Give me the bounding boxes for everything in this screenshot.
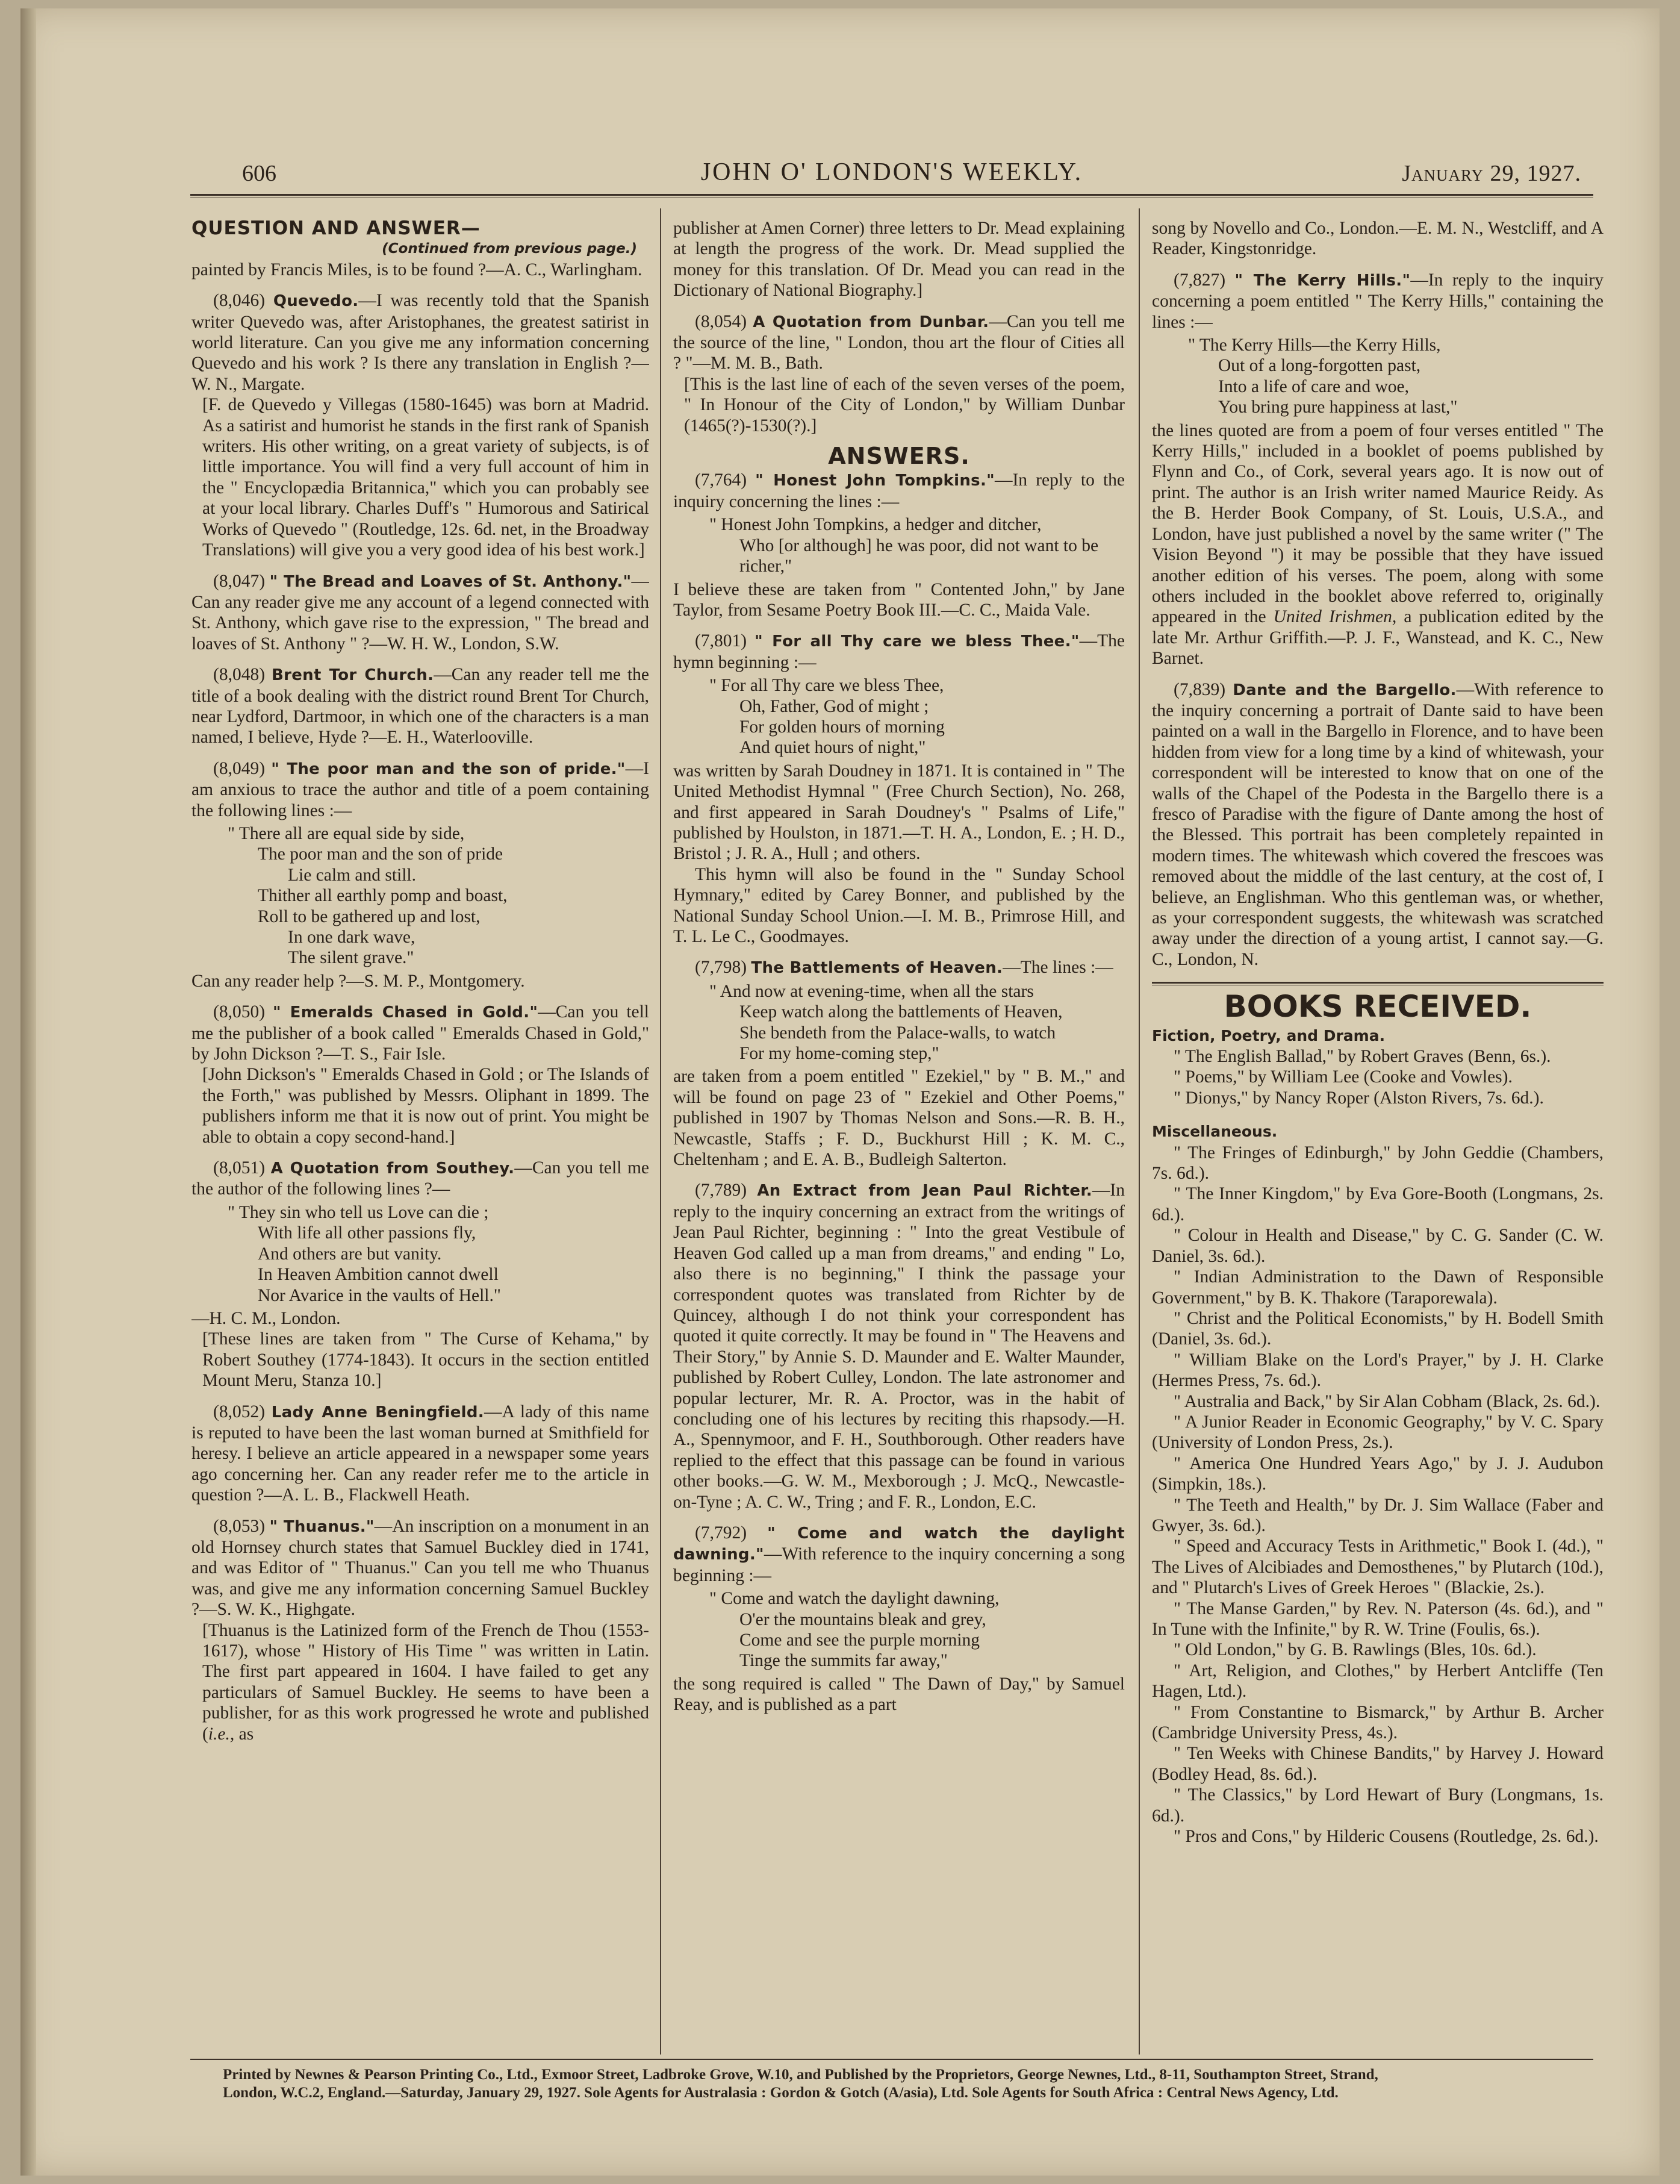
entry-number: (7,792) — [695, 1523, 747, 1543]
entry-text: —Can any reader tell me the title of a book dealing with the district round Brent Tor Church, near Lydford, Dartmoor, in which one of the characters is a man named, I believe, Hyde ?—E. H., Waterlooville. — [191, 665, 649, 747]
entry-heading: A Quotation from Dunbar. — [753, 313, 989, 331]
entry-heading: " The Bread and Loaves of St. Anthony." — [269, 572, 632, 591]
section-title: QUESTION AND ANSWER— — [191, 218, 481, 239]
entry-text: —In reply to the inquiry concerning an extract from the writings of Jean Paul Richter, beginning : " Into the great Vestibule of Heaven God called up a man from dreams," and ending " Lo, also there is no beginning," I think the passage your correspondent quotes was translated from Richter by de Quincey, although I do not think your correspondent has quoted it quite correctly. It may be found in " The Heavens and Their Story," by Annie S. D. Maunder and E. Walter Maunder, published by Robert Culley, London. The late astronomer and popular lecturer, Mr. R. A. Proctor, was in the habit of concluding one of his lectures by reciting this rhapsody.—H. A., Spennymoor, and F. H., Southborough. Other readers have replied to the effect that this passage can be found in various other books.—G. W. M., Mexborough ; J. McQ., Newcastle-on-Tyne ; A. C. W., Tring ; and F. R., London, E.C. — [673, 1181, 1125, 1512]
question-8051 — [191, 1158, 649, 1391]
question-8052 — [191, 1402, 649, 1506]
column-3 — [1152, 218, 1604, 2049]
answer-text: the song required is called " The Dawn of Day," by Samuel Reay, and is published as a part — [673, 1674, 1125, 1715]
editor-note: [This is the last line of each of the seven verses of the poem, " In Honour of the City of London," by William Dunbar (1465(?)-1530(?).] — [684, 374, 1125, 435]
editor-note: [John Dickson's " Emeralds Chased in Gold ; or The Islands of the Forth," was published by Messrs. Oliphant in 1899. The publishers inform me that it is now out of print. You might be able to obtain a copy second-hand.] — [202, 1065, 649, 1147]
verse-line: In Heaven Ambition cannot dwell — [258, 1265, 499, 1285]
question-8048 — [191, 664, 649, 748]
verse-line: Roll to be gathered up and lost, — [258, 906, 481, 926]
entry-text: —Can you tell me the publisher of a book called " Emeralds Chased in Gold," by John Dickson ?—T. S., Fair Isle. — [191, 1002, 649, 1064]
verse-line: For golden hours of morning — [739, 717, 945, 737]
books-received-heading: BOOKS RECEIVED. — [1224, 989, 1532, 1025]
verse-line: The silent grave." — [288, 948, 414, 968]
book-entry: " The Manse Garden," by Rev. N. Paterson (4s. 6d.), and " In Tune with the Infinite," by R. W. Trine (Foulis, 6s.). — [1152, 1599, 1604, 1639]
column-divider — [660, 208, 661, 2055]
masthead-title: JOHN O' LONDON'S WEEKLY. — [700, 158, 1083, 186]
answer-7839 — [1152, 679, 1604, 970]
book-entry: " Art, Religion, and Clothes," by Herbert Antcliffe (Ten Hagen, Ltd.). — [1152, 1661, 1604, 1702]
verse-line: The poor man and the son of pride — [258, 844, 503, 864]
entry-text: —Can you tell me the source of the line, " London, thou art the flour of Cities all ? "—M. M. B., Bath. — [673, 311, 1125, 373]
book-entry: " William Blake on the Lord's Prayer," by J. H. Clarke (Hermes Press, 7s. 6d.). — [1152, 1350, 1604, 1391]
verse-line: Out of a long-forgotten past, — [1218, 356, 1421, 376]
verse-line: Who [or although] he was poor, did not want to be richer," — [739, 535, 1099, 576]
answer-7827 — [1152, 270, 1604, 669]
entry-heading: Dante and the Bargello. — [1233, 681, 1457, 699]
verse-block — [673, 675, 1125, 758]
answer-7789 — [673, 1180, 1125, 1512]
book-entry: " Christ and the Political Economists," by H. Bodell Smith (Daniel, 3s. 6d.). — [1152, 1308, 1604, 1349]
verse-line: Thither all earthly pomp and boast, — [258, 886, 508, 906]
editor-note: [These lines are taken from " The Curse of Kehama," by Robert Southey (1774-1843). It occurs in the section entitled Mount Meru, Stanza 10.] — [202, 1329, 649, 1391]
book-entry: " Colour in Health and Disease," by C. G. Sander (C. W. Daniel, 3s. 6d.). — [1152, 1226, 1604, 1266]
entry-text: —I am anxious to trace the author and title of a poem containing the following lines :— — [191, 758, 649, 820]
entry-number: (7,839) — [1174, 679, 1226, 699]
verse-line: She bendeth from the Palace-walls, to watch — [739, 1023, 1056, 1043]
entry-heading: " Honest John Tompkins." — [755, 472, 995, 490]
entry-number: (8,049) — [213, 758, 266, 778]
verse-line: For my home-coming step," — [739, 1044, 939, 1064]
verse-line: Nor Avarice in the vaults of Hell." — [258, 1285, 501, 1305]
entry-text: —In reply to the inquiry concerning a poem entitled " The Kerry Hills," containing the lines :— — [1152, 270, 1604, 332]
verse-line: " The Kerry Hills—the Kerry Hills, — [1188, 335, 1441, 355]
misc-list — [1152, 1143, 1604, 1847]
book-entry: " The Inner Kingdom," by Eva Gore-Booth (Longmans, 2s. 6d.). — [1152, 1184, 1604, 1225]
verse-line: In one dark wave, — [288, 928, 415, 947]
paragraph: painted by Francis Miles, is to be found ?—A. C., Warlingham. — [191, 260, 642, 279]
entry-heading: " Emeralds Chased in Gold." — [272, 1003, 538, 1022]
column-2 — [673, 218, 1125, 2049]
book-entry: " Pros and Cons," by Hilderic Cousens (Routledge, 2s. 6d.). — [1174, 1827, 1599, 1847]
answers-heading: ANSWERS. — [828, 443, 970, 470]
answer-text: are taken from a poem entitled " Ezekiel," by " B. M.," and will be found on page 23 of " Ezekiel and Other Poems," published in 1907 by Thomas Nelson and Sons.—R. B. H., Newcastle, Staffs ; F. D., Buckhurst Hill ; K. M. C., Cheltenham ; and E. A. B., Budleigh Salterton. — [673, 1067, 1125, 1170]
entry-text: —With reference to the inquiry concerning a portrait of Dante said to have been painted on a wall in the Bargello in Florence, and to have been hidden from view for a long time by a kind of whitewash, your correspondent will be interested to know that on one of the walls of the Chapel of the Podesta in the Bargello there is a fresco of Paradise with the figure of Dante among the host of the Blessed. This portrait has been completely repainted in modern times. The whitewash which covered the frescoes was removed about the middle of the last century, at the cost of, I believe, an Englishman. Who this gentleman was, or whether, as your correspondent suggests, the whitewash was scratched away under the direction of a young artist, I cannot say.—G. C., London, N. — [1152, 679, 1604, 969]
answer-text: This hymn will also be found in the " Sunday School Hymnary," edited by Carey Bonner, and published by the National Sunday School Union.—I. M. B., Primrose Hill, and T. L. Le C., Goodmayes. — [673, 864, 1125, 946]
answer-text-part: the lines quoted are from a poem of four verses entitled " The Kerry Hills," included in a booklet of poems published by Flynn and Co., of Cork, several years ago. It is now out of print. The author is an Irish writer named Maurice Reidy. As the B. Herder Book Company, of St. Louis, U.S.A., and London, have just published a novel by the same writer (" The Vision Beyond ") it may be possible that they have issued another edition of his verses. The poem, along with some others included in the booklet above referred to, originally appeared in the — [1152, 420, 1604, 627]
verse-line: Come and see the purple morning — [739, 1630, 980, 1650]
entry-heading: The Battlements of Heaven. — [751, 959, 1003, 978]
verse-block — [673, 981, 1125, 1064]
book-entry: " America One Hundred Years Ago," by J. J. Audubon (Simpkin, 18s.). — [1152, 1453, 1604, 1494]
note-text: as — [234, 1724, 254, 1744]
book-entry: " The Classics," by Lord Hewart of Bury (Longmans, 1s. 6d.). — [1152, 1785, 1604, 1826]
answer-text: was written by Sarah Doudney in 1871. It is contained in " The United Methodist Hymnal " (Free Church Section), No. 268, and first appeared in Sarah Doudney's " Psalms of Life," published by Houlston, in 1871.—T. H. A., London, E. ; H. D., Bristol ; J. R. A., Hull ; and others. — [673, 761, 1125, 864]
verse-line: Oh, Father, God of might ; — [739, 696, 929, 716]
entry-number: (7,801) — [695, 631, 747, 651]
editor-note — [191, 1620, 649, 1744]
entry-number: (8,054) — [695, 311, 747, 331]
continued-paragraph: song by Novello and Co., London.—E. M. N., Westcliff, and A Reader, Kingstonridge. — [1152, 219, 1604, 259]
answer-text: I believe these are taken from " Contented John," by Jane Taylor, from Sesame Poetry Book III.—C. C., Maida Vale. — [673, 579, 1125, 620]
fiction-heading: Fiction, Poetry, and Drama. — [1152, 1026, 1386, 1044]
column-1 — [191, 218, 649, 2049]
verse-line: Tinge the summits far away," — [739, 1651, 948, 1671]
entry-number: (8,050) — [213, 1002, 266, 1022]
book-entry: " Old London," by G. B. Rawlings (Bles, 10s. 6d.). — [1174, 1640, 1537, 1660]
note-italic: i.e., — [208, 1724, 235, 1744]
entry-text: —Can you tell me the author of the following lines ?— — [191, 1158, 649, 1199]
answer-7792 — [673, 1523, 1125, 1715]
entry-text: —In reply to the inquiry concerning the lines :— — [673, 470, 1125, 511]
entry-text: —The lines :— — [1003, 958, 1113, 978]
misc-heading: Miscellaneous. — [1152, 1123, 1278, 1141]
entry-number: (7,827) — [1174, 270, 1226, 290]
question-8054 — [673, 311, 1125, 436]
column-divider — [1139, 208, 1140, 2055]
page-header — [190, 158, 1593, 190]
answer-text — [1152, 420, 1604, 669]
entry-heading: An Extract from Jean Paul Richter. — [757, 1182, 1092, 1200]
entry-heading: Lady Anne Beningfield. — [271, 1403, 484, 1421]
continued-paragraph: publisher at Amen Corner) three letters to Dr. Mead explaining at length the progress of the work. Dr. Mead supplied the money for this translation. Of Dr. Mead you can read in the Dictionary of National Biography.] — [673, 219, 1125, 301]
verse-block — [673, 514, 1125, 576]
entry-text: —The hymn beginning :— — [673, 631, 1125, 672]
page-binding-edge — [20, 8, 36, 2176]
entry-number: (8,051) — [213, 1158, 266, 1178]
verse-line: " There all are equal side by side, — [228, 823, 465, 843]
entry-number: (7,764) — [695, 470, 747, 490]
answer-text-part: a publication edited by the late Mr. Arthur Griffith.—P. J. F., Wanstead, and K. C., New Barnet. — [1152, 607, 1604, 669]
imprint-line: London, W.C.2, England.—Saturday, January 29, 1927. Sole Agents for Australasia : Gordon & Gotch (A/asia), Ltd. Sole Agents for South Africa : Central News Agency, Ltd. — [223, 2085, 1339, 2101]
answer-7798 — [673, 957, 1125, 1170]
entry-number: (8,053) — [213, 1516, 266, 1536]
verse-line: Keep watch along the battlements of Heaven, — [739, 1002, 1063, 1022]
verse-block — [673, 1588, 1125, 1671]
book-entry: " Speed and Accuracy Tests in Arithmetic," Book I. (4d.), " The Lives of Alcibiades and Demosthenes," by Plutarch (10d.), and " Plutarch's Lives of Greek Heroes " (Blackie, 2s.). — [1152, 1537, 1604, 1598]
entry-heading: " Come and watch the daylight dawning." — [673, 1524, 1125, 1564]
books-rule — [1152, 982, 1604, 985]
book-entry: " Indian Administration to the Dawn of Responsible Government," by B. K. Thakore (Taraporewala). — [1152, 1267, 1604, 1308]
verse-line: And quiet hours of night," — [739, 738, 926, 758]
book-entry: " A Junior Reader in Economic Geography," by V. C. Spary (University of London Press, 2s.). — [1152, 1412, 1604, 1453]
entry-heading: " The Kerry Hills." — [1234, 271, 1411, 290]
verse-line: And others are but vanity. — [258, 1244, 442, 1264]
verse-line: " For all Thy care we bless Thee, — [709, 676, 944, 696]
book-entry: " From Constantine to Bismarck," by Arthur B. Archer (Cambridge University Press, 4s.). — [1152, 1702, 1604, 1743]
footer-rule — [190, 2059, 1593, 2060]
book-entry: " The English Ballad," by Robert Graves (Benn, 6s.). — [1174, 1047, 1551, 1067]
verse-line: With life all other passions fly, — [258, 1223, 476, 1243]
entry-heading: " Thuanus." — [269, 1517, 375, 1536]
answer-italic: United Irishmen, — [1273, 607, 1397, 627]
book-entry: " The Teeth and Health," by Dr. J. Sim Wallace (Faber and Gwyer, 3s. 6d.). — [1152, 1495, 1604, 1535]
question-8050 — [191, 1002, 649, 1147]
verse-line: " They sin who tell us Love can die ; — [228, 1202, 489, 1222]
page-number: 606 — [242, 161, 276, 186]
entry-number: (8,048) — [213, 665, 266, 685]
entry-number: (7,798) — [695, 958, 747, 978]
entry-heading: " For all Thy care we bless Thee." — [754, 632, 1080, 651]
entry-number: (8,046) — [213, 291, 266, 311]
question-8053 — [191, 1516, 649, 1744]
header-rule — [190, 194, 1593, 198]
verse-line: O'er the mountains bleak and grey, — [739, 1609, 986, 1629]
entry-number: (8,047) — [213, 571, 266, 591]
verse-block — [191, 1202, 649, 1306]
verse-line: " Honest John Tompkins, a hedger and ditcher, — [709, 515, 1042, 535]
entry-heading: A Quotation from Southey. — [270, 1159, 515, 1178]
issue-date: January 29, 1927. — [1402, 161, 1581, 186]
entry-heading: Brent Tor Church. — [271, 666, 434, 685]
book-entry: " The Fringes of Edinburgh," by John Geddie (Chambers, 7s. 6d.). — [1152, 1143, 1604, 1184]
book-entry: " Poems," by William Lee (Cooke and Vowles). — [1174, 1067, 1513, 1087]
note-text: [Thuanus is the Latinized form of the French de Thou (1553-1617), whose " History of His Time " was written in Latin. The first part appeared in 1604. I have failed to get any particulars of Samuel Buckley. He seems to have been a publisher, for as this work progressed he wrote and published ( — [202, 1620, 649, 1744]
question-8047 — [191, 571, 649, 655]
verse-line: " Come and watch the daylight dawning, — [709, 1589, 1000, 1609]
entry-signature: Can any reader help ?—S. M. P., Montgomery. — [191, 971, 525, 991]
entry-signature: —H. C. M., London. — [191, 1308, 341, 1328]
verse-line: Lie calm and still. — [288, 865, 416, 885]
entry-text: —An inscription on a monument in an old Hornsey church states that Samuel Buckley died in 1741, and was Editor of " Thuanus." Can you tell me who Thuanus was, and give me any information concerning Samuel Buckley ?—S. W. K., Highgate. — [191, 1516, 649, 1620]
verse-line: You bring pure happiness at last," — [1218, 398, 1458, 417]
fiction-list — [1152, 1046, 1604, 1108]
entry-text: —I was recently told that the Spanish writer Quevedo was, after Aristophanes, the greatest satirist in world literature. Can you give me any information concerning Quevedo and his work ? Is there any translation in English ?—W. N., Margate. — [191, 291, 649, 394]
entry-number: (8,052) — [213, 1402, 266, 1421]
book-entry: " Dionys," by Nancy Roper (Alston Rivers, 7s. 6d.). — [1174, 1088, 1544, 1108]
question-8049 — [191, 758, 649, 991]
verse-line: " And now at evening-time, when all the stars — [709, 981, 1034, 1001]
book-entry: " Ten Weeks with Chinese Bandits," by Harvey J. Howard (Bodley Head, 8s. 6d.). — [1152, 1744, 1604, 1784]
entry-heading: Quevedo. — [273, 292, 359, 311]
answer-7764 — [673, 470, 1125, 620]
entry-text: —With reference to the inquiry concerning a song beginning :— — [673, 1544, 1125, 1585]
verse-block — [191, 823, 649, 969]
continued-note: (Continued from previous page.) — [382, 241, 637, 257]
entry-text: —A lady of this name is reputed to have been the last woman burned at Smithfield for heresy. I believe an article appeared in a newspaper some years ago concerning her. Can any reader refer me to the article in question ?—A. L. B., Flackwell Heath. — [191, 1402, 649, 1505]
book-entry: " Australia and Back," by Sir Alan Cobham (Black, 2s. 6d.). — [1174, 1391, 1601, 1411]
answer-7801 — [673, 631, 1125, 947]
entry-number: (7,789) — [695, 1181, 747, 1200]
entry-text: —Can any reader give me any account of a legend connected with St. Anthony, which gave rise to the expression, " The bread and loaves of St. Anthony " ?—W. H. W., London, S.W. — [191, 571, 649, 654]
entry-heading: " The poor man and the son of pride." — [271, 760, 626, 778]
imprint-line: Printed by Newnes & Pearson Printing Co., Ltd., Exmoor Street, Ladbroke Grove, W.10, and Published by the Proprietors, George Newnes, Ltd., 8-11, Southampton Street, Strand, — [223, 2067, 1378, 2083]
verse-block — [1152, 335, 1604, 418]
editor-note: [F. de Quevedo y Villegas (1580-1645) was born at Madrid. As a satirist and humorist he stands in the first rank of Spanish writers. His other writing, on a great variety of subjects, is of little importance. You will find a very full account of him in the " Encyclopædia Britannica," which you can probably see at your local library. Charles Duff's " Humorous and Satirical Works of Quevedo " (Routledge, 12s. 6d. net, in the Broadway Translations) will give you a very good idea of his best work.] — [202, 395, 649, 560]
question-8046 — [191, 290, 649, 560]
verse-line: Into a life of care and woe, — [1218, 376, 1409, 396]
imprint-footer — [223, 2066, 1578, 2102]
